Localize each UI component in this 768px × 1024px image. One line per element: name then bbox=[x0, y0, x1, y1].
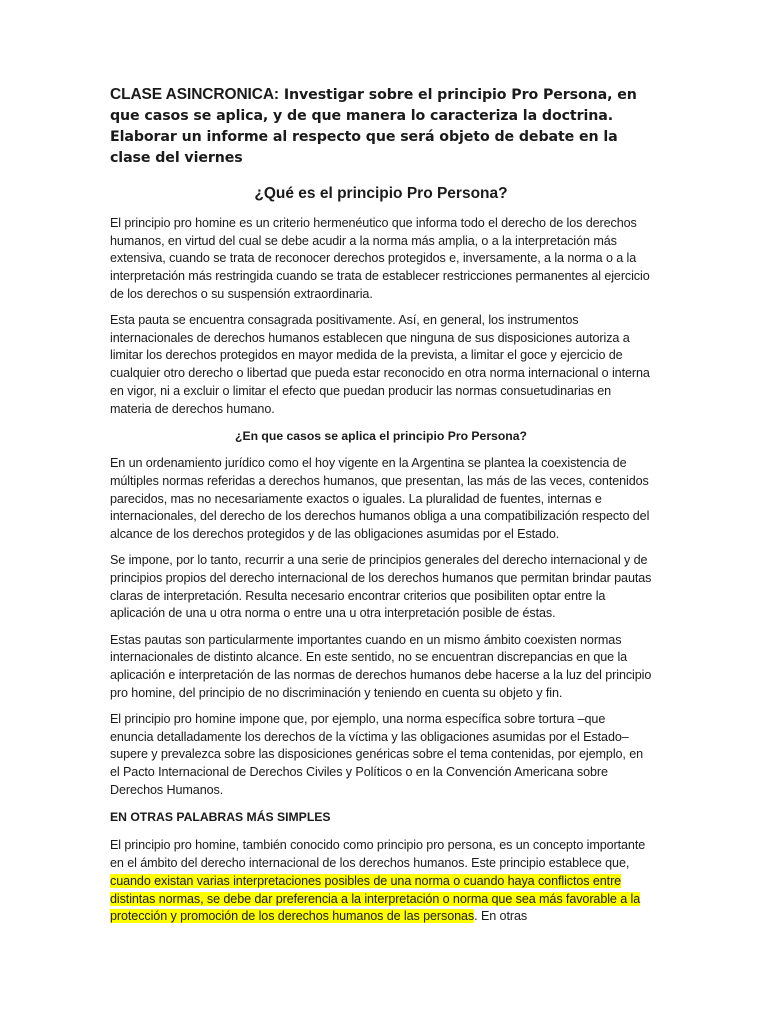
assignment-heading bbox=[110, 84, 652, 169]
highlighted-text: cuando existan varias interpretaciones posibles de una norma o cuando haya conflictos entre distintas normas, se debe dar preferencia a la interpretación o norma que sea más favorable a la protección y promoción de los derechos humanos de las personas bbox=[110, 873, 641, 924]
final-paragraph-start: El principio pro homine, también conocido como principio pro persona, es un concepto importante en el ámbito del derecho internacional de los derechos humanos. Este principio establece que, bbox=[110, 838, 646, 871]
paragraph: En un ordenamiento jurídico como el hoy vigente en la Argentina se plantea la coexistencia de múltiples normas referidas a derechos humanos, que presentan, las más de las veces, contenidos parecidos, mas no necesariamente exactos o iguales. La pluralidad de fuentes, internas e internacionales, del derecho de los derechos humanos obliga a una compatibilización respecto del alcance de los derechos protegidos y de las obligaciones asumidas por el Estado. bbox=[110, 456, 650, 542]
final-paragraph-end: . En otras bbox=[474, 909, 528, 924]
main-title: ¿Qué es el principio Pro Persona? bbox=[254, 185, 508, 202]
final-paragraph bbox=[110, 837, 652, 926]
paragraph: Se impone, por lo tanto, recurrir a una serie de principios generales del derecho internacional y de principios propios del derecho internacional de los derechos humanos que permitan brindar pautas claras de interpretación. Resulta necesario encontrar criterios que posibiliten optar entre la aplicación de una u otra norma o entre una u otra interpretación posible de éstas. bbox=[110, 553, 652, 621]
document-page bbox=[110, 84, 652, 934]
sub-title: ¿En que casos se aplica el principio Pro Persona? bbox=[235, 429, 527, 444]
paragraph: Esta pauta se encuentra consagrada positivamente. Así, en general, los instrumentos internacionales de derechos humanos establecen que ninguna de sus disposiciones autoriza a limitar los derechos protegidos en mayor medida de la prevista, a limitar el goce y ejercicio de cualquier otro derecho o libertad que pueda estar reconocido en otra norma internacional o interna en vigor, ni a excluir o limitar el efecto que puedan producir las normas consuetudinarias en materia de derechos humano. bbox=[110, 313, 650, 416]
paragraph: El principio pro homine impone que, por ejemplo, una norma específica sobre tortura –que enuncia detalladamente los derechos de la víctima y las obligaciones asumidas por el Estado– supere y prevalezca sobre las disposiciones genéricas sobre el tema contenidas, por ejemplo, en el Pacto Internacional de Derechos Civiles y Políticos o en la Convención Americana sobre Derechos Humanos. bbox=[110, 711, 644, 797]
paragraph: Estas pautas son particularmente importantes cuando en un mismo ámbito coexisten normas internacionales de distinto alcance. En este sentido, no se encuentran discrepancias en que la aplicación e interpretación de las normas de derechos humanos debe hacerse a la luz del principio pro homine, del principio de no discriminación y teniendo en cuenta su objeto y fin. bbox=[110, 632, 652, 700]
assignment-text: Investigar sobre el principio Pro Persona, en que casos se aplica, y de que manera lo caracteriza la doctrina. Elaborar un informe al respecto que será objeto de debate en la clase del viernes bbox=[110, 87, 637, 166]
paragraph: El principio pro homine es un criterio hermenéutico que informa todo el derecho de los derechos humanos, en virtud del cual se debe acudir a la norma más amplia, o a la interpretación más extensiva, cuando se trata de reconocer derechos protegidos e, inversamente, a la norma o a la interpretación más restringida cuando se trata de establecer restricciones permanentes al ejercicio de los derechos o su suspensión extraordinaria. bbox=[110, 216, 650, 301]
assignment-lead: CLASE ASINCRONICA: bbox=[110, 86, 279, 103]
section-title: EN OTRAS PALABRAS MÁS SIMPLES bbox=[110, 810, 331, 825]
